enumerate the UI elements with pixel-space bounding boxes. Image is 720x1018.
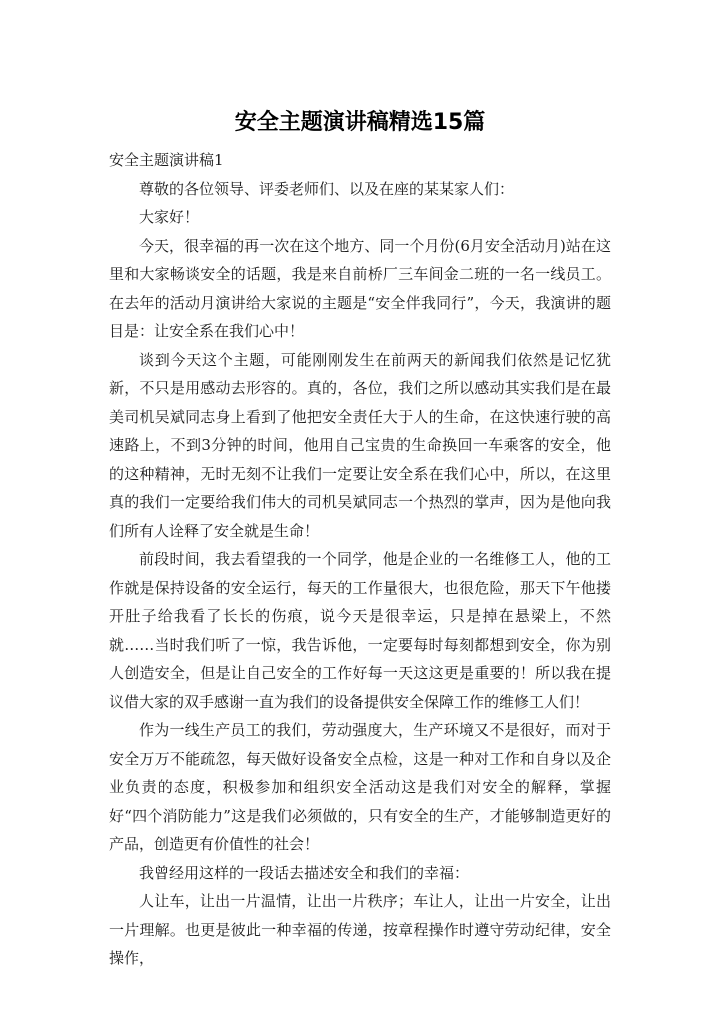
paragraph-driver-story: 谈到今天这个主题，可能刚刚发生在前两天的新闻我们依然是记忆犹新，不只是用感动去形容的。真的，各位，我们之所以感动其实我们是在最美司机吴斌同志身上看到了他把安全责任大于人的生命，在这快速行驶的高速路上，不到3分钟的时间，他用自己宝贵的生命换回一车乘客的安全，他的这种精神，无时无刻不让我们一定要让安全系在我们心中，所以，在这里真的我们一定要给我们伟大的司机吴斌同志一个热烈的掌声，因为是他向我们所有人诠释了安全就是生命！ xyxy=(109,350,611,540)
paragraph-introduction: 今天，很幸福的再一次在这个地方、同一个月份(6月安全活动月)站在这里和大家畅谈安全的话题，我是来自前桥厂三车间金二班的一名一线员工。在去年的活动月演讲给大家说的主题是“安全伴我同行”，今天，我演讲的题目是：让安全系在我们心中！ xyxy=(109,236,611,340)
document-title: 安全主题演讲稿精选15篇 xyxy=(234,110,486,135)
paragraph-salutation: 尊敬的各位领导、评委老师们、以及在座的某某家人们： xyxy=(139,179,515,198)
paragraph-maintenance-worker: 前段时间，我去看望我的一个同学，他是企业的一名维修工人，他的工作就是保持设备的安全运行，每天的工作量很大，也很危险，那天下午他搂开肚子给我看了长长的伤痕，说今天是很幸运，只是掉在悬梁上，不然就……当时我们听了一惊，我告诉他，一定要每时每刻都想到安全，你为别人创造安全，但是让自己安全的工作好每一天这这更是重要的！所以我在提议借大家的双手感谢一直为我们的设备提供安全保障工作的维修工人们！ xyxy=(109,550,611,711)
section-subtitle: 安全主题演讲稿1 xyxy=(109,151,224,169)
document-body xyxy=(109,146,611,973)
paragraph-yielding: 人让车，让出一片温情，让出一片秩序；车让人，让出一片安全，让出一片理解。也更是彼此一种幸福的传递，按章程操作时遵守劳动纪律，安全操作， xyxy=(109,892,611,967)
paragraph-frontline-workers: 作为一线生产员工的我们，劳动强度大，生产环境又不是很好，而对于安全万万不能疏忽，每天做好设备安全点检，这是一种对工作和自身以及企业负责的态度，积极参加和组织安全活动这是我们对安全的解释，掌握好“四个消防能力”这是我们必须做的，只有安全的生产，才能够制造更好的产品，创造更有价值性的社会！ xyxy=(109,721,611,853)
paragraph-description-intro: 我曾经用这样的一段话去描述安全和我们的幸福： xyxy=(139,863,470,882)
paragraph-greeting: 大家好！ xyxy=(139,208,200,226)
